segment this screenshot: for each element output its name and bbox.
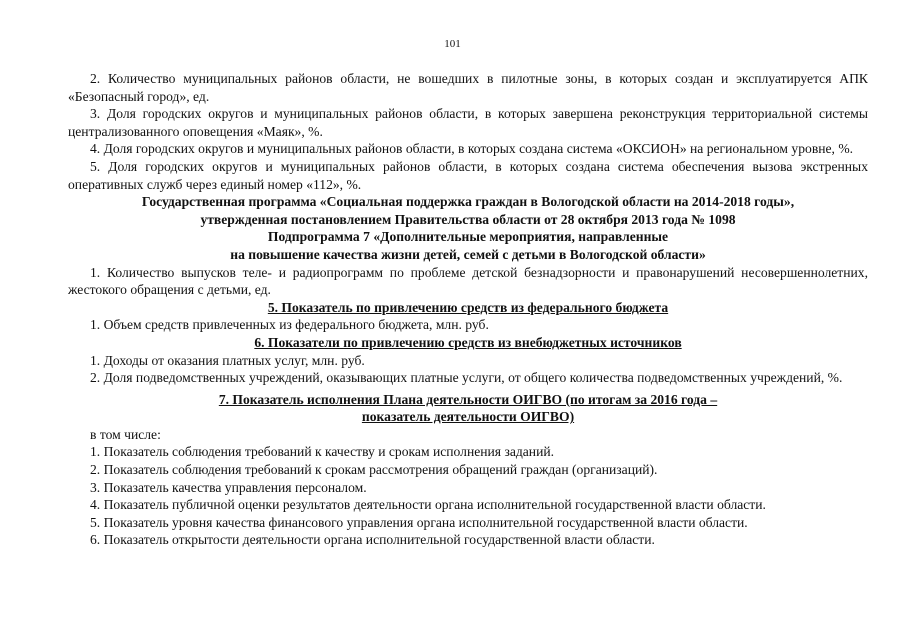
subprogram-heading-line-2: на повышение качества жизни детей, семей с детьми в Вологодской области»	[230, 246, 706, 262]
section-7-item-1: 1. Показатель соблюдения требований к качеству и срокам исполнения заданий.	[90, 444, 555, 460]
section-7-item-2: 2. Показатель соблюдения требований к срокам рассмотрения обращений граждан (организаций).	[90, 462, 658, 478]
section-5-title: 5. Показатель по привлечению средств из федерального бюджета	[267, 299, 669, 315]
section-5-item-1: 1. Объем средств привлеченных из федерального бюджета, млн. руб.	[90, 317, 489, 333]
section-7-item-6: 6. Показатель открытости деятельности органа исполнительной государственной власти области.	[90, 532, 655, 548]
section-7-intro: в том числе:	[90, 426, 161, 442]
section-6-item-1: 1. Доходы от оказания платных услуг, млн. руб.	[90, 352, 365, 368]
page-number: 101	[444, 38, 461, 50]
program-heading-line-2: утвержденная постановлением Правительства области от 28 октября 2013 года № 1098	[200, 211, 736, 227]
section-7-item-5: 5. Показатель уровня качества финансового управления органа исполнительной государственной власти области.	[90, 514, 748, 530]
paragraph-indicator-3: 3. Доля городских округов и муниципальных районов области, в которых завершена реконструкция территориальной системы централизованного оповещения «Маяк», %.	[68, 106, 868, 139]
section-7-item-4: 4. Показатель публичной оценки результатов деятельности органа исполнительной государственной власти области.	[90, 497, 766, 513]
section-7-title-line-1: 7. Показатель исполнения Плана деятельности ОИГВО (по итогам за 2016 года –	[218, 391, 718, 407]
subprogram-heading-line-1: Подпрограмма 7 «Дополнительные мероприятия, направленные	[267, 229, 669, 245]
paragraph-indicator-5: 5. Доля городских округов и муниципальных районов области, в которых создана система обеспечения вызова экстренных оперативных служб через единый номер «112», %.	[68, 158, 868, 192]
paragraph-indicator-2: 2. Количество муниципальных районов области, не вошедших в пилотные зоны, в которых создан и эксплуатируется АПК «Безопасный город», ед.	[68, 71, 868, 104]
section-7-item-3: 3. Показатель качества управления персоналом.	[90, 479, 367, 495]
paragraph-indicator-4: 4. Доля городских округов и муниципальных районов области, в которых создана система «ОКСИОН» на региональном уровне, %.	[90, 141, 854, 157]
section-7-title-line-2: показатель деятельности ОИГВО)	[361, 409, 575, 425]
program-item-1: 1. Количество выпусков теле- и радиопрограмм по проблеме детской безнадзорности и правонарушений несовершеннолетних, жестокого обращения с детьми, ед.	[68, 264, 868, 298]
section-6-title: 6. Показатели по привлечению средств из внебюджетных источников	[254, 334, 682, 350]
program-heading-line-1: Государственная программа «Социальная поддержка граждан в Вологодской области на 2014-2018 годы»,	[141, 194, 795, 210]
document-body	[68, 70, 868, 549]
section-6-item-2: 2. Доля подведомственных учреждений, оказывающих платные услуги, от общего количества подведомственных учреждений, %.	[90, 370, 843, 386]
